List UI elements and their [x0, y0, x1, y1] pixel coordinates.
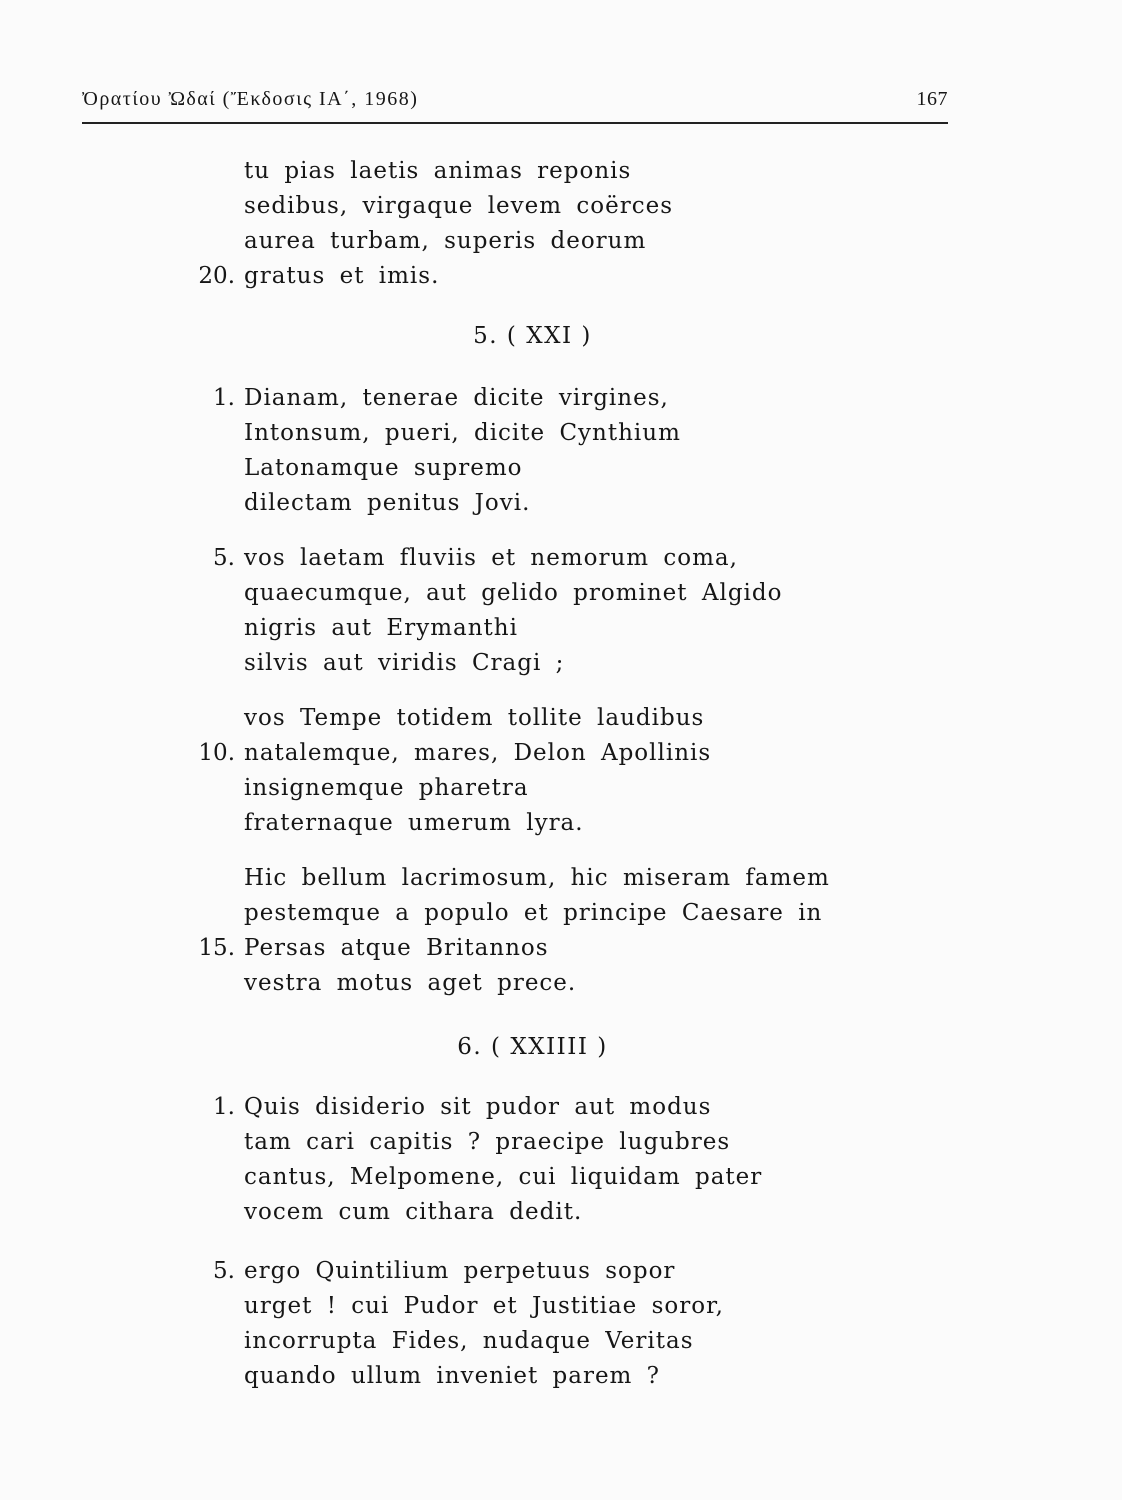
verse-text: nigris aut Erymanthi	[244, 615, 518, 641]
verse-text: Latonamque supremo	[244, 455, 523, 481]
verse-line	[0, 900, 1000, 935]
verse-text: tu pias laetis animas reponis	[244, 158, 632, 184]
verse-line	[0, 1199, 1000, 1234]
verse-line	[0, 1129, 1000, 1164]
verse-line	[0, 1094, 1000, 1129]
verse-text: quando ullum inveniet parem ?	[244, 1363, 661, 1389]
verse-text: vestra motus aget prece.	[244, 970, 577, 996]
verse-text: insignemque pharetra	[244, 775, 529, 801]
line-number: 15.	[198, 935, 235, 961]
verse-line	[0, 615, 1000, 650]
verse-text: silvis aut viridis Cragi ;	[244, 650, 565, 676]
verse-text: Persas atque Britannos	[244, 935, 549, 961]
verse-line	[0, 865, 1000, 900]
running-head-title: Ὀρατίου Ὠδαί (Ἔκδοσις ΙΑ΄, 1968)	[82, 88, 419, 110]
verse-line	[0, 263, 1000, 298]
verse-line	[0, 490, 1000, 525]
verse-line	[0, 1328, 1000, 1363]
verse-text: vos laetam fluviis et nemorum coma,	[244, 545, 738, 571]
verse-text: dilectam penitus Jovi.	[244, 490, 531, 516]
verse-line	[0, 385, 1000, 420]
verse-line	[0, 775, 1000, 810]
verse-text: Quis disiderio sit pudor aut modus	[244, 1094, 712, 1120]
verse-line	[0, 1293, 1000, 1328]
verse-line	[0, 228, 1000, 263]
line-number: 5.	[213, 545, 235, 571]
ode-heading-5: 5. ( XXI )	[473, 323, 592, 349]
verse-text: Hic bellum lacrimosum, hic miseram famem	[244, 865, 830, 891]
verse-text: ergo Quintilium perpetuus sopor	[244, 1258, 676, 1284]
page-number: 167	[916, 88, 948, 110]
line-number: 5.	[213, 1258, 235, 1284]
line-number: 20.	[198, 263, 235, 289]
verse-text: gratus et imis.	[244, 263, 440, 289]
verse-line	[0, 970, 1000, 1005]
verse-line	[0, 455, 1000, 490]
line-number: 1.	[213, 385, 235, 411]
verse-text: fraternaque umerum lyra.	[244, 810, 584, 836]
verse-text: tam cari capitis ? praecipe lugubres	[244, 1129, 731, 1155]
verse-line	[0, 580, 1000, 615]
verse-line	[0, 740, 1000, 775]
verse-text: sedibus, virgaque levem coërces	[244, 193, 674, 219]
verse-text: urget ! cui Pudor et Justitiae soror,	[244, 1293, 724, 1319]
line-number: 10.	[198, 740, 235, 766]
header-rule	[82, 122, 948, 124]
verse-line	[0, 935, 1000, 970]
verse-line	[0, 158, 1000, 193]
verse-text: cantus, Melpomene, cui liquidam pater	[244, 1164, 763, 1190]
verse-text: Dianam, tenerae dicite virgines,	[244, 385, 669, 411]
verse-text: incorrupta Fides, nudaque Veritas	[244, 1328, 694, 1354]
verse-line	[0, 193, 1000, 228]
verse-line	[0, 420, 1000, 455]
verse-line	[0, 1258, 1000, 1293]
verse-text: quaecumque, aut gelido prominet Algido	[244, 580, 783, 606]
verse-line	[0, 650, 1000, 685]
verse-text: pestemque a populo et principe Caesare in	[244, 900, 823, 926]
verse-text: aurea turbam, superis deorum	[244, 228, 647, 254]
verse-text: vos Tempe totidem tollite laudibus	[244, 705, 705, 731]
line-number: 1.	[213, 1094, 235, 1120]
verse-line	[0, 545, 1000, 580]
verse-text: vocem cum cithara dedit.	[244, 1199, 583, 1225]
verse-line	[0, 705, 1000, 740]
ode-heading-6: 6. ( XXIIII )	[457, 1034, 608, 1060]
verse-line	[0, 1363, 1000, 1398]
verse-text: natalemque, mares, Delon Apollinis	[244, 740, 712, 766]
verse-line	[0, 1164, 1000, 1199]
verse-text: Intonsum, pueri, dicite Cynthium	[244, 420, 681, 446]
verse-line	[0, 810, 1000, 845]
